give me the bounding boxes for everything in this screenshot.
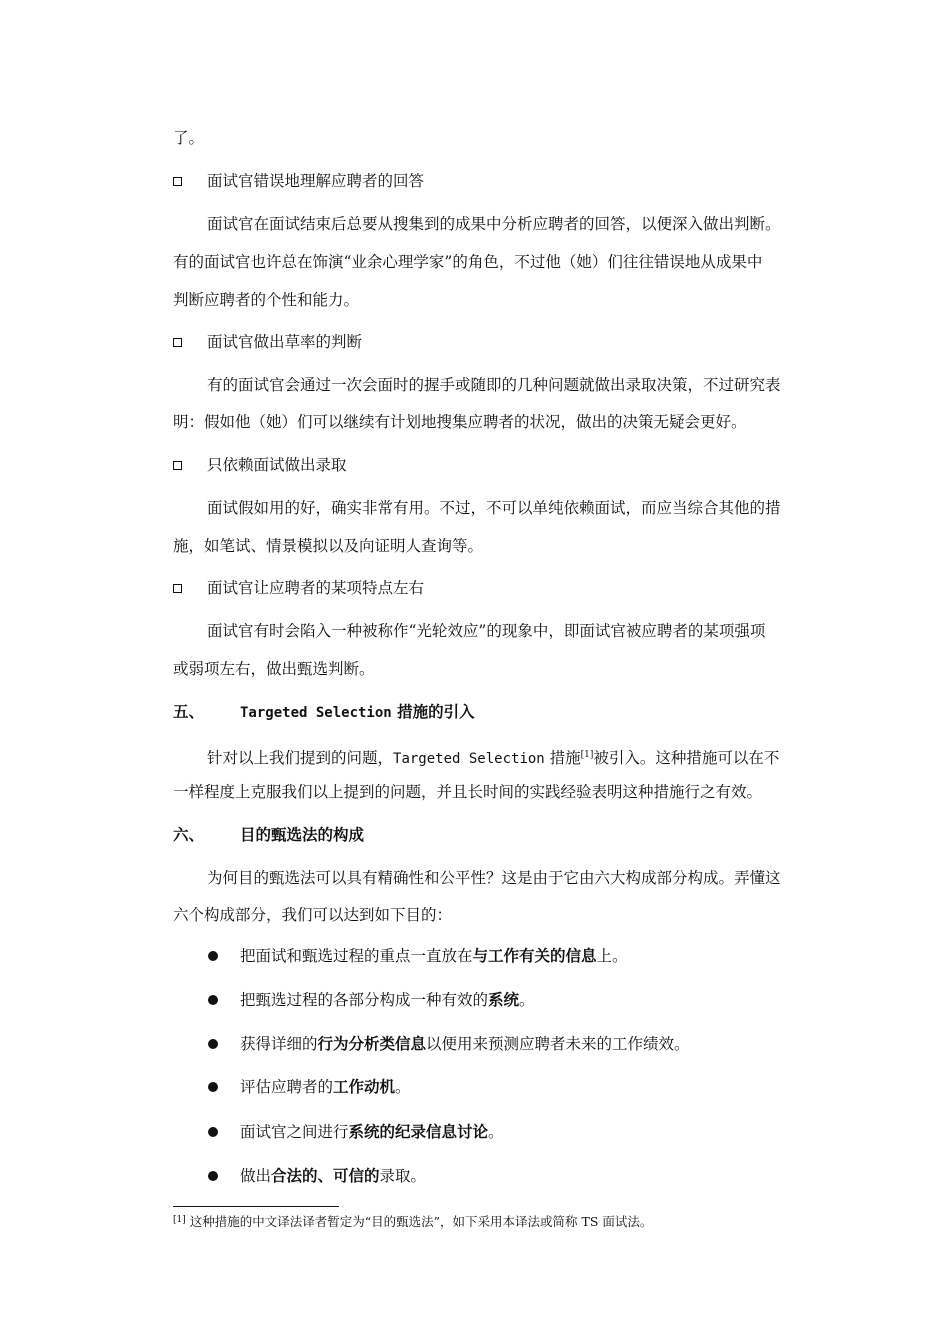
paragraph-line: 一样程度上克服我们以上提到的问题，并且长时间的实践经验表明这种措施行之有效。 <box>173 783 763 801</box>
text-span: 录取。 <box>379 1167 427 1185</box>
bullet-dot-icon <box>208 1127 218 1137</box>
section-heading: 目的甄选法的构成 <box>240 825 365 844</box>
bold-span: 与工作有关的信息 <box>472 946 597 965</box>
heading-term: Targeted Selection <box>240 705 392 721</box>
text-span: 。 <box>395 1078 411 1096</box>
paragraph-line: 判断应聘者的个性和能力。 <box>173 291 360 309</box>
square-bullet-icon <box>173 338 182 347</box>
square-bullet-icon <box>173 461 182 470</box>
text-span: 以便用来预测应聘者未来的工作绩效。 <box>426 1035 690 1053</box>
text-span: 措施 <box>544 749 581 767</box>
text-span: 。 <box>519 991 535 1009</box>
footnote-ref[interactable]: [1] <box>580 750 594 760</box>
square-bullet-item: 面试官让应聘者的某项特点左右 <box>207 579 425 597</box>
bullet-item <box>240 1122 504 1142</box>
text-span: 把甄选过程的各部分构成一种有效的 <box>240 991 489 1009</box>
paragraph-line: 明：假如他（她）们可以继续有计划地搜集应聘者的状况，做出的决策无疑会更好。 <box>173 413 747 431</box>
section-number: 五、 <box>173 702 205 721</box>
term-span: Targeted Selection <box>393 751 545 767</box>
bold-span: 系统的纪录信息讨论 <box>348 1122 489 1141</box>
section-heading <box>240 702 475 723</box>
paragraph-line: 有的面试官会通过一次会面时的握手或随即的几种问题就做出录取决策，不过研究表 <box>207 376 781 394</box>
paragraph-line: 面试官在面试结束后总要从搜集到的成果中分析应聘者的回答，以便深入做出判断。 <box>207 215 781 233</box>
text-span: 面试官之间进行 <box>240 1123 349 1141</box>
heading-suffix: 措施的引入 <box>391 702 475 721</box>
bullet-dot-icon <box>208 1082 218 1092</box>
square-bullet-item: 面试官做出草率的判断 <box>207 333 363 351</box>
footnote-text: 这种措施的中文译法译者暂定为“目的甄选法”，如下采用本译法或简称 TS 面试法。 <box>185 1214 653 1229</box>
bullet-item <box>240 1034 690 1054</box>
paragraph-line: 有的面试官也许总在饰演“业余心理学家”的角色，不过他（她）们往往错误地从成果中 <box>173 253 763 271</box>
text-line: 了。 <box>173 129 205 147</box>
paragraph-line: 为何目的甄选法可以具有精确性和公平性？这是由于它由六大构成部分构成。弄懂这 <box>207 869 781 887</box>
bold-span: 系统 <box>488 990 520 1009</box>
bullet-item <box>240 1166 426 1186</box>
bullet-item <box>240 1077 411 1097</box>
text-span: 被引入。这种措施可以在不 <box>593 749 780 767</box>
bullet-dot-icon <box>208 951 218 961</box>
text-span: 获得详细的 <box>240 1035 318 1053</box>
footnote <box>173 1212 652 1230</box>
bold-span: 工作动机 <box>333 1077 396 1096</box>
bold-span: 行为分析类信息 <box>317 1034 427 1053</box>
text-span: 评估应聘者的 <box>240 1078 334 1096</box>
bullet-item <box>240 946 628 966</box>
square-bullet-item: 面试官错误地理解应聘者的回答 <box>207 172 425 190</box>
text-span: 做出 <box>240 1167 272 1185</box>
text-span: 。 <box>488 1123 504 1141</box>
square-bullet-item: 只依赖面试做出录取 <box>207 456 347 474</box>
bullet-item <box>240 990 535 1010</box>
section-number: 六、 <box>173 825 205 844</box>
square-bullet-icon <box>173 584 182 593</box>
paragraph-line: 或弱项左右，做出甄选判断。 <box>173 660 375 678</box>
bullet-dot-icon <box>208 1039 218 1049</box>
text-span: 把面试和甄选过程的重点一直放在 <box>240 947 473 965</box>
paragraph-line: 六个构成部分，我们可以达到如下目的： <box>173 906 453 924</box>
paragraph-line: 施，如笔试、情景模拟以及向证明人查询等。 <box>173 537 484 555</box>
text-span: 上。 <box>596 947 628 965</box>
paragraph-line <box>207 745 779 769</box>
square-bullet-icon <box>173 177 182 186</box>
bullet-dot-icon <box>208 1171 218 1181</box>
bold-span: 合法的、可信的 <box>271 1166 380 1185</box>
footnote-mark: [1] <box>173 1215 186 1225</box>
paragraph-line: 面试假如用的好，确实非常有用。不过，不可以单纯依赖面试，而应当综合其他的措 <box>207 499 781 517</box>
text-span: 针对以上我们提到的问题， <box>207 749 394 767</box>
paragraph-line: 面试官有时会陷入一种被称作“光轮效应”的现象中，即面试官被应聘者的某项强项 <box>207 622 766 640</box>
bullet-dot-icon <box>208 995 218 1005</box>
footnote-divider <box>173 1206 339 1207</box>
